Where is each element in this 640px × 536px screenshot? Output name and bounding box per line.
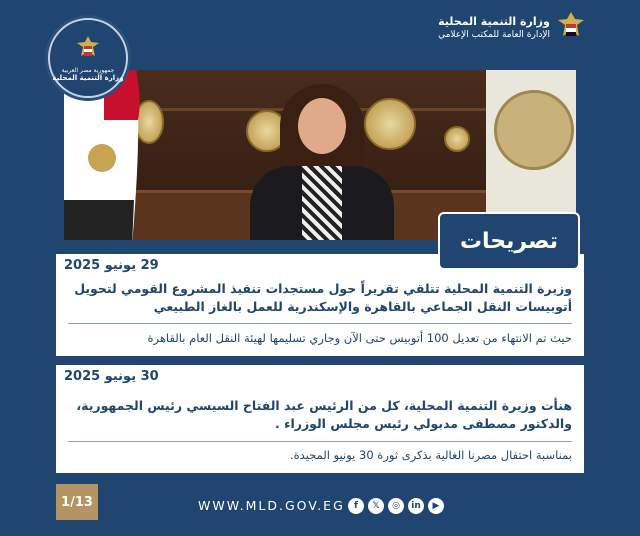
- youtube-icon[interactable]: ▶: [428, 498, 444, 514]
- logo-country-text: جمهورية مصر العربية: [61, 67, 115, 74]
- news-detail: حيث تم الانتهاء من تعديل 100 أتوبيس حتى الآن وجاري تسليمها لهيئة النقل العام بالقاهرة: [147, 331, 572, 345]
- facebook-icon[interactable]: f: [348, 498, 364, 514]
- ministry-name: وزارة التنمية المحلية: [438, 15, 550, 28]
- eagle-emblem-icon: [556, 10, 586, 46]
- website-link[interactable]: WWW.MLD.GOV.EG: [198, 498, 345, 513]
- news-detail: بمناسبة احتفال مصرنا الغالية بذكرى ثورة 30 يونيو المجيدة.: [289, 448, 572, 462]
- divider: [68, 323, 572, 324]
- news-card: [56, 365, 584, 473]
- page-counter: 1/13: [56, 484, 98, 520]
- x-icon[interactable]: 𝕏: [368, 498, 384, 514]
- ministry-round-logo: [48, 18, 128, 98]
- linkedin-icon[interactable]: in: [408, 498, 424, 514]
- ministry-header: [438, 10, 586, 46]
- social-links: [348, 498, 444, 514]
- divider: [68, 441, 572, 442]
- media-office-name: الإدارة العامة للمكتب الإعلامي: [438, 30, 550, 40]
- news-date: 29 يونيو 2025: [64, 258, 159, 273]
- news-date: 30 يونيو 2025: [64, 369, 159, 384]
- news-headline: هنأت وزيرة التنمية المحلية، كل من الرئيس عبد الفتاح السيسي رئيس الجمهورية، والدكتور مصطفى مدبولي رئيس مجلس الوزراء .: [76, 398, 572, 431]
- logo-ministry-text: وزارة التنمية المحلية: [52, 74, 124, 82]
- statements-tag: تصريحات: [438, 212, 580, 270]
- news-headline: وزيرة التنمية المحلية تتلقي تقريراً حول مستجدات تنفيذ المشروع القومي لتحويل أتوبيسات النقل الجماعي بالقاهرة والإسكندرية للعمل بالغاز الطبيعي: [74, 281, 572, 314]
- instagram-icon[interactable]: ◎: [388, 498, 404, 514]
- eagle-emblem-icon: [75, 34, 101, 64]
